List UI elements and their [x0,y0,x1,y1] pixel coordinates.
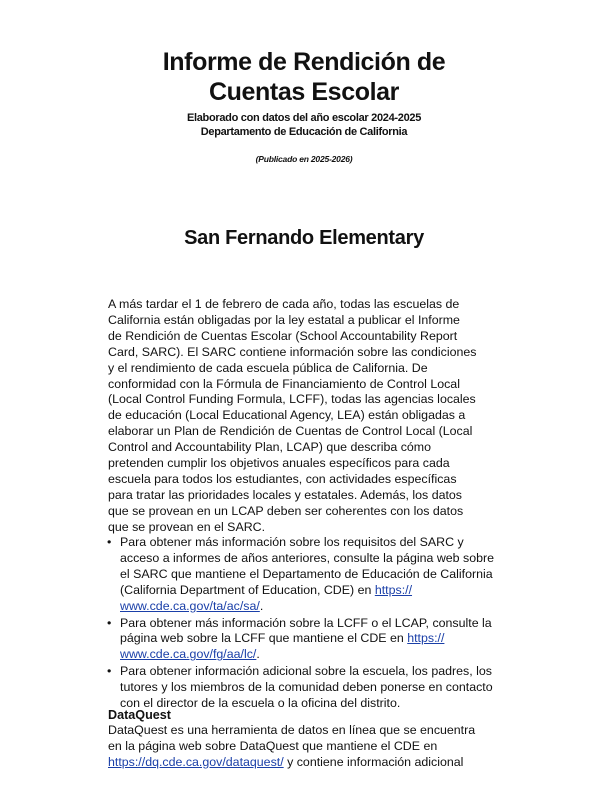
intro-paragraph: A más tardar el 1 de febrero de cada año, todas las escuelas de California están obligadas por la ley estatal a publicar el Informe de Rendición de Cuentas Escolar (School Accountability Report Card, SARC). El SARC contiene información sobre las condiciones y el rendimiento de cada escuela pública de California. De conformidad con la Fórmula de Financiamiento de Control Local (Local Control Funding Formula, LCFF), todas las agencias locales de educación (Local Educational Agency, LEA) están obligadas a elaborar un Plan de Rendición de Cuentas de Control Local (Local Control and Accountability Plan, LCAP) que describa cómo pretenden cumplir los objetivos anuales específicos para cada escuela para todos los estudiantes, con actividades específicas para tratar las prioridades locales y estatales. Además, los datos que se provean en un LCAP deben ser coherentes con los datos que se provean en el SARC. [108,297,477,534]
sarc-link[interactable]: https:// www.cde.ca.gov/ta/ac/sa/ [120,582,413,613]
bullet-lcff-after: . [256,647,260,662]
bullet-text [120,616,492,662]
report-title-line1: Informe de Rendición de [162,48,446,76]
bullet-lcff-info [106,616,512,664]
report-subtitle-line2: Departamento de Educación de California [200,126,408,138]
dataquest-text-after: y contiene información adicional [283,754,464,769]
bullet-icon: • [107,535,112,549]
dataquest-paragraph [108,723,508,771]
dataquest-heading: DataQuest [108,708,171,722]
bullet-icon: • [107,664,112,679]
dataquest-link[interactable]: https://dq.cde.ca.gov/dataquest/ [108,754,284,769]
publication-note: (Publicado en 2025-2026) [255,154,353,164]
info-bullet-list [106,535,512,713]
bullet-sarc-info [106,535,512,615]
bullet-contact-text: Para obtener información adicional sobre la escuela, los padres, los tutores y los miembros de la comunidad deben ponerse en contacto con el director de la escuela o la oficina del distrito. [120,664,493,711]
report-title [0,47,608,107]
bullet-sarc-text: Para obtener más información sobre los requisitos del SARC y acceso a informes de años anteriores, consulte la página web sobre el SARC que mantiene el Departamento de Educación de California (California Department of Education, CDE) en [120,535,495,597]
bullet-contact-info [106,664,512,712]
report-subtitle [0,111,608,139]
lcff-link[interactable]: https:// www.cde.ca.gov/fg/aa/lc/ [120,631,445,662]
bullet-lcff-text: Para obtener más información sobre la LCFF o el LCAP, consulte la página web sobre la LCFF que mantiene el CDE en [120,615,492,646]
dataquest-text-before: DataQuest es una herramienta de datos en línea que se encuentra en la página web sobre DataQuest que mantiene el CDE en [108,723,476,753]
bullet-sarc-after: . [259,598,264,613]
bullet-text [120,535,494,613]
report-subtitle-line1: Elaborado con datos del año escolar 2024-2025 [186,112,422,124]
bullet-icon: • [107,615,112,630]
report-title-line2: Cuentas Escolar [209,78,399,106]
school-name: San Fernando Elementary [184,227,424,249]
